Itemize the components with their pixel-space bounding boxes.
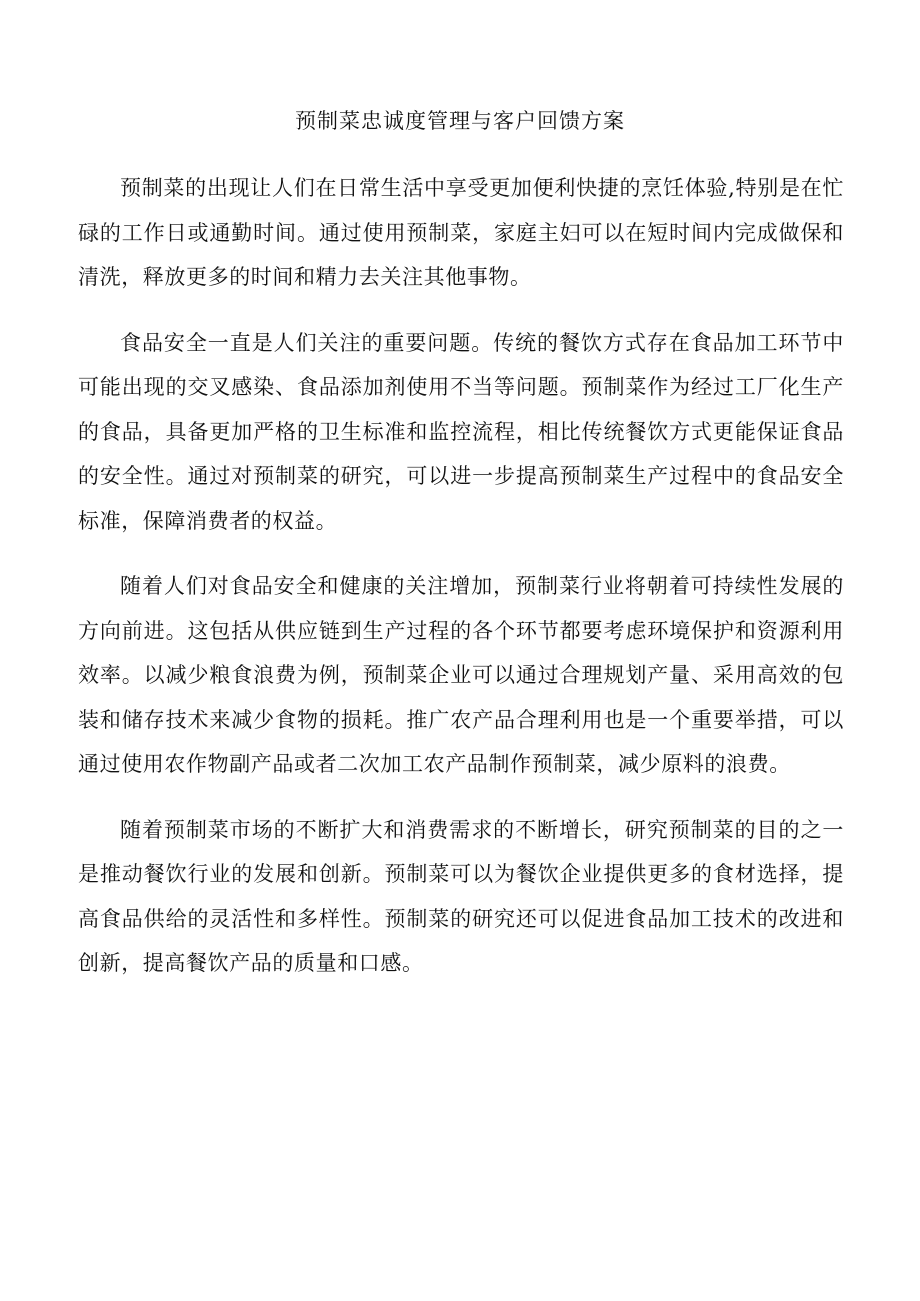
document-body xyxy=(78,166,844,1007)
document-title: 预制菜忠诚度管理与客户回馈方案 xyxy=(295,109,625,133)
paragraph-industry-development: 随着预制菜市场的不断扩大和消费需求的不断增长，研究预制菜的目的之一是推动餐饮行业的发展和创新。预制菜可以为餐饮企业提供更多的食材选择，提高食品供给的灵活性和多样性。预制菜的研究还可以促进食品加工技术的改进和创新，提高餐饮产品的质量和口感。 xyxy=(78,817,844,975)
paragraph-food-safety: 食品安全一直是人们关注的重要问题。传统的餐饮方式存在食品加工环节中可能出现的交叉感染、食品添加剂使用不当等问题。预制菜作为经过工厂化生产的食品，具备更加严格的卫生标准和监控流程，相比传统餐饮方式更能保证食品的安全性。通过对预制菜的研究，可以进一步提高预制菜生产过程中的食品安全标准，保障消费者的权益。 xyxy=(78,330,844,533)
paragraph-convenience: 预制菜的出现让人们在日常生活中享受更加便利快捷的烹饪体验,特别是在忙碌的工作日或通勤时间。通过使用预制菜，家庭主妇可以在短时间内完成做保和清洗，释放更多的时间和精力去关注其他事物。 xyxy=(78,176,844,289)
paragraph-sustainability: 随着人们对食品安全和健康的关注增加，预制菜行业将朝着可持续性发展的方向前进。这包括从供应链到生产过程的各个环节都要考虑环境保护和资源利用效率。以减少粮食浪费为例，预制菜企业可以通过合理规划产量、采用高效的包装和储存技术来减少食物的损耗。推广农产品合理利用也是一个重要举措，可以通过使用农作物副产品或者二次加工农产品制作预制菜，减少原料的浪费。 xyxy=(78,574,844,776)
